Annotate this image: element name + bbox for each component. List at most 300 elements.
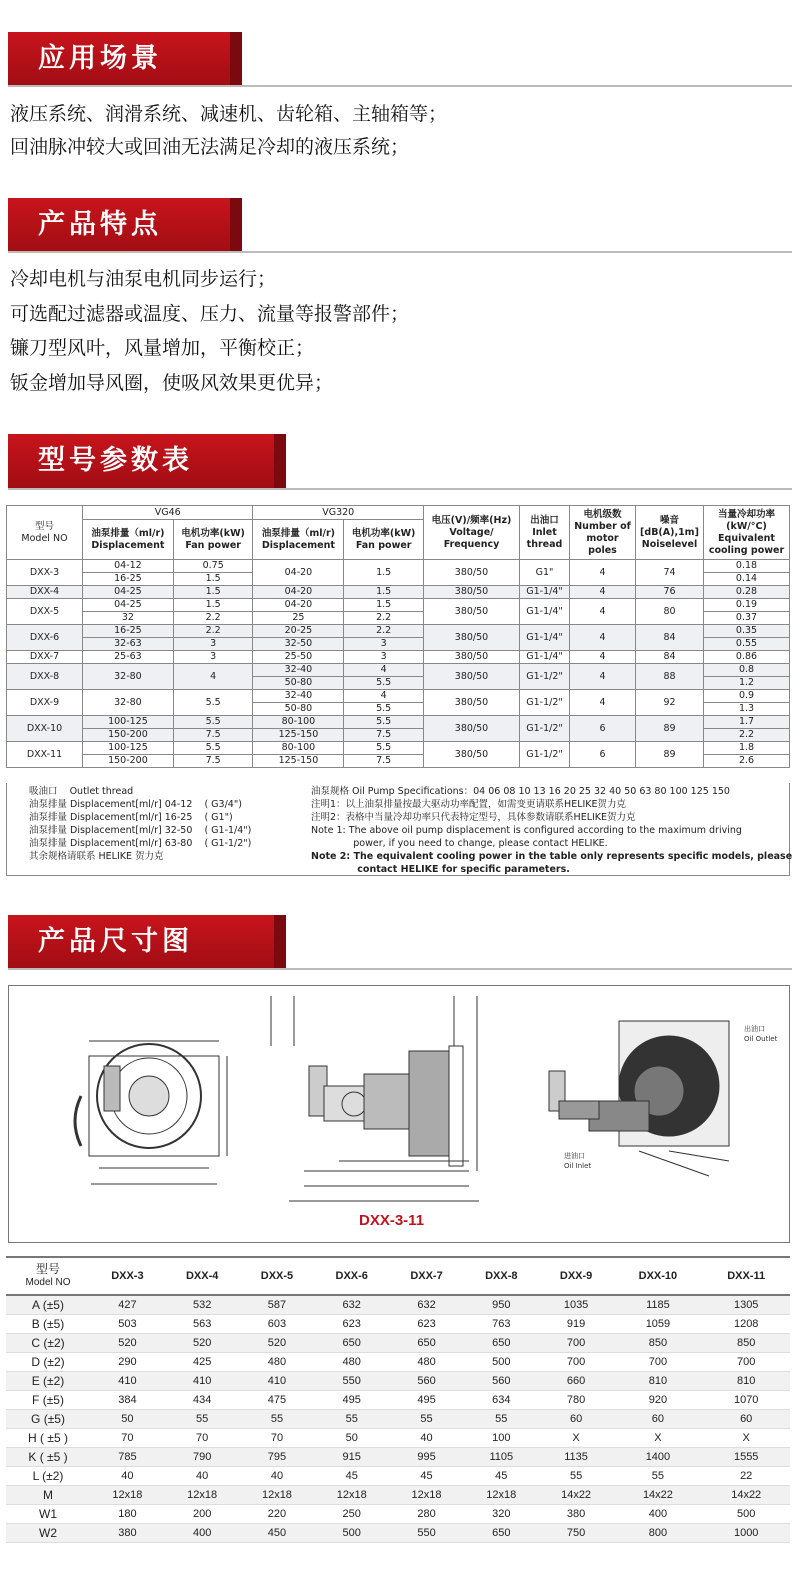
dimension-label: D (±2) [6, 1352, 90, 1371]
displacement-cell: 25 [253, 612, 344, 625]
noise-cell: 84 [636, 651, 704, 664]
dimension-value: 623 [389, 1314, 464, 1333]
spec-row [7, 690, 790, 703]
dimension-value: X [539, 1428, 614, 1447]
cooling-cell: 0.18 [704, 560, 790, 573]
dimension-row [6, 1371, 790, 1390]
note-line: 油泵排量 Displacement[ml/r] 32-50 ( G1-1/4") [29, 825, 252, 836]
power-cell: 2.2 [344, 625, 424, 638]
dimension-value: 55 [464, 1409, 539, 1428]
dimension-value: 500 [702, 1504, 790, 1523]
dimension-value: X [613, 1428, 702, 1447]
noise-cell: 76 [636, 586, 704, 599]
voltage-cell: 380/50 [424, 625, 520, 651]
divider [8, 488, 792, 490]
dimension-value: 700 [539, 1333, 614, 1352]
dimension-value: 1000 [702, 1523, 790, 1542]
power-cell: 3 [173, 638, 253, 651]
power-cell: 4 [173, 664, 253, 690]
dimension-label: H ( ±5 ) [6, 1428, 90, 1447]
dimension-row [6, 1523, 790, 1542]
poles-cell: 4 [570, 586, 636, 599]
poles-cell: 4 [570, 599, 636, 625]
note-line: 注明1：以上油泵排量按最大驱动功率配置，如需变更请联系HELIKE贺力克 [311, 799, 627, 810]
power-cell: 2.2 [344, 612, 424, 625]
dimension-value: 55 [240, 1409, 315, 1428]
displacement-cell: 32-40 [253, 664, 344, 677]
svg-text:进油口: 进油口 [564, 1152, 585, 1160]
model-cell: DXX-11 [7, 742, 83, 768]
model-header: DXX-10 [613, 1257, 702, 1295]
cooling-cell: 0.19 [704, 599, 790, 612]
feature-line: 可选配过滤器或温度、压力、流量等报警部件； [10, 302, 410, 325]
model-header: DXX-5 [240, 1257, 315, 1295]
dimension-value: 380 [90, 1523, 165, 1542]
power-cell: 5.5 [173, 690, 253, 716]
divider [8, 85, 792, 87]
model-header: DXX-11 [702, 1257, 790, 1295]
dimension-value: 384 [90, 1390, 165, 1409]
note-line: 其余规格请联系 HELIKE 贺力克 [29, 851, 164, 862]
dimension-value: 380 [539, 1504, 614, 1523]
note-line: power, if you need to change, please contact HELIKE. [311, 838, 608, 849]
spec-notes [6, 783, 793, 876]
power-cell: 1.5 [173, 599, 253, 612]
col-power: 电机功率(kW) Fan power [173, 520, 253, 560]
note-line: 注明2：表格中当量冷却功率只代表特定型号，具体参数请联系HELIKE贺力克 [311, 812, 636, 823]
spec-row [7, 742, 790, 755]
dimension-value: 790 [165, 1447, 240, 1466]
power-cell: 1.5 [344, 560, 424, 586]
col-model: 型号 Model NO [6, 1257, 90, 1295]
dimension-value: 12x18 [240, 1485, 315, 1504]
dimension-value: 750 [539, 1523, 614, 1542]
cooling-cell: 1.3 [704, 703, 790, 716]
dimension-value: 1185 [613, 1295, 702, 1314]
dimension-value: 560 [389, 1371, 464, 1390]
noise-cell: 89 [636, 742, 704, 768]
inlet-cell: G1-1/4" [520, 651, 570, 664]
dimension-label: B (±5) [6, 1314, 90, 1333]
displacement-cell: 32-40 [253, 690, 344, 703]
voltage-cell: 380/50 [424, 664, 520, 690]
voltage-cell: 380/50 [424, 560, 520, 586]
power-cell: 3 [344, 651, 424, 664]
dimension-value: 800 [613, 1523, 702, 1542]
power-cell: 5.5 [173, 742, 253, 755]
model-cell: DXX-5 [7, 599, 83, 625]
dimension-value: 400 [165, 1523, 240, 1542]
dimension-value: 410 [240, 1371, 315, 1390]
inlet-cell: G1-1/2" [520, 742, 570, 768]
displacement-cell: 32-80 [83, 664, 174, 690]
displacement-cell: 04-20 [253, 560, 344, 586]
dimension-value: 650 [464, 1333, 539, 1352]
svg-text:出油口: 出油口 [744, 1025, 765, 1033]
dimension-value: 1208 [702, 1314, 790, 1333]
note-line: Note 1: The above oil pump displacement is configured according to the maximum driving [311, 825, 742, 836]
col-noise: 噪音 [dB(A),1m] Noiselevel [636, 506, 704, 560]
displacement-cell: 04-20 [253, 586, 344, 599]
poles-cell: 4 [570, 690, 636, 716]
dimension-value: 70 [90, 1428, 165, 1447]
spec-row [7, 716, 790, 729]
power-cell: 2.2 [173, 612, 253, 625]
section-title-features: 产品特点 [8, 198, 230, 252]
model-cell: DXX-7 [7, 651, 83, 664]
dimension-label: A (±5) [6, 1295, 90, 1314]
dimension-value: 632 [389, 1295, 464, 1314]
dimension-value: 14x22 [613, 1485, 702, 1504]
voltage-cell: 380/50 [424, 586, 520, 599]
model-header: DXX-9 [539, 1257, 614, 1295]
dimension-label: M [6, 1485, 90, 1504]
dimension-value: 920 [613, 1390, 702, 1409]
dimension-row [6, 1409, 790, 1428]
dimension-label: L (±2) [6, 1466, 90, 1485]
model-header: DXX-7 [389, 1257, 464, 1295]
dimension-value: 650 [464, 1523, 539, 1542]
dimension-value: 700 [702, 1352, 790, 1371]
dimension-row [6, 1352, 790, 1371]
voltage-cell: 380/50 [424, 690, 520, 716]
model-header: DXX-3 [90, 1257, 165, 1295]
dimension-value: 660 [539, 1371, 614, 1390]
dimension-value: 450 [240, 1523, 315, 1542]
displacement-cell: 04-12 [83, 560, 174, 573]
spec-row [7, 586, 790, 599]
dimension-value: 495 [314, 1390, 389, 1409]
dimension-value: 560 [464, 1371, 539, 1390]
spec-row [7, 599, 790, 612]
dimension-value: 434 [165, 1390, 240, 1409]
power-cell: 7.5 [173, 755, 253, 768]
spec-row [7, 664, 790, 677]
svg-text:Oil Inlet: Oil Inlet [564, 1162, 592, 1170]
power-cell: 2.2 [173, 625, 253, 638]
section-title-spec: 型号参数表 [8, 434, 274, 488]
col-model: 型号 Model NO [7, 506, 83, 560]
dimension-value: 919 [539, 1314, 614, 1333]
dimension-value: X [702, 1428, 790, 1447]
model-header: DXX-8 [464, 1257, 539, 1295]
dimension-value: 480 [314, 1352, 389, 1371]
dimension-row [6, 1390, 790, 1409]
dimension-value: 520 [240, 1333, 315, 1352]
cooling-cell: 1.2 [704, 677, 790, 690]
dimension-value: 100 [464, 1428, 539, 1447]
technical-drawing [9, 986, 789, 1242]
section-title-application: 应用场景 [8, 32, 230, 86]
model-cell: DXX-10 [7, 716, 83, 742]
power-cell: 3 [344, 638, 424, 651]
dimension-value: 475 [240, 1390, 315, 1409]
dimension-value: 280 [389, 1504, 464, 1523]
col-displacement: 油泵排量（ml/r) Displacement [253, 520, 344, 560]
noise-cell: 92 [636, 690, 704, 716]
dimension-value: 70 [240, 1428, 315, 1447]
displacement-cell: 125-150 [253, 729, 344, 742]
col-inlet: 出油口 Inlet thread [520, 506, 570, 560]
displacement-cell: 16-25 [83, 573, 174, 586]
spec-table [6, 505, 790, 768]
dimension-value: 634 [464, 1390, 539, 1409]
feature-line: 钣金增加导风圈，使吸风效果更优异； [10, 371, 334, 394]
col-vg46: VG46 [83, 506, 253, 520]
dimension-value: 1400 [613, 1447, 702, 1466]
cooling-cell: 2.6 [704, 755, 790, 768]
noise-cell: 80 [636, 599, 704, 625]
displacement-cell: 32-63 [83, 638, 174, 651]
noise-cell: 89 [636, 716, 704, 742]
displacement-cell: 125-150 [253, 755, 344, 768]
model-cell: DXX-4 [7, 586, 83, 599]
note-line: 吸油口 Outlet thread [29, 786, 134, 797]
poles-cell: 4 [570, 664, 636, 690]
application-line: 回油脉冲较大或回油无法满足冷却的液压系统； [10, 136, 410, 158]
dimension-value: 12x18 [165, 1485, 240, 1504]
voltage-cell: 380/50 [424, 716, 520, 742]
dimension-value: 1555 [702, 1447, 790, 1466]
dimension-label: F (±5) [6, 1390, 90, 1409]
dimension-value: 400 [613, 1504, 702, 1523]
dimension-label: W2 [6, 1523, 90, 1542]
poles-cell: 4 [570, 651, 636, 664]
displacement-cell: 100-125 [83, 742, 174, 755]
power-cell: 7.5 [344, 729, 424, 742]
dimension-value: 1070 [702, 1390, 790, 1409]
displacement-cell: 32-80 [83, 690, 174, 716]
col-cooling: 当量冷却功率 (kW/°C) Equivalent cooling power [704, 506, 790, 560]
displacement-cell: 150-200 [83, 755, 174, 768]
svg-text:Oil Outlet: Oil Outlet [744, 1035, 778, 1043]
dimension-value: 780 [539, 1390, 614, 1409]
cooling-cell: 0.28 [704, 586, 790, 599]
dimension-value: 55 [389, 1409, 464, 1428]
dimension-value: 45 [314, 1466, 389, 1485]
features-text [10, 262, 409, 400]
power-cell: 5.5 [344, 703, 424, 716]
dimension-value: 12x18 [90, 1485, 165, 1504]
displacement-cell: 04-20 [253, 599, 344, 612]
power-cell: 5.5 [344, 716, 424, 729]
dimension-value: 480 [240, 1352, 315, 1371]
inlet-cell: G1-1/2" [520, 716, 570, 742]
dimension-value: 1135 [539, 1447, 614, 1466]
dimension-value: 795 [240, 1447, 315, 1466]
dimension-value: 200 [165, 1504, 240, 1523]
dimension-value: 70 [165, 1428, 240, 1447]
power-cell: 5.5 [173, 716, 253, 729]
col-power: 电机功率(kW) Fan power [344, 520, 424, 560]
cooling-cell: 0.14 [704, 573, 790, 586]
power-cell: 7.5 [173, 729, 253, 742]
dimension-value: 700 [613, 1352, 702, 1371]
power-cell: 4 [344, 690, 424, 703]
displacement-cell: 04-25 [83, 599, 174, 612]
displacement-cell: 32-50 [253, 638, 344, 651]
feature-line: 镰刀型风叶，风量增加，平衡校正； [10, 337, 315, 359]
spec-row [7, 625, 790, 638]
dimension-value: 22 [702, 1466, 790, 1485]
power-cell: 1.5 [344, 599, 424, 612]
poles-cell: 6 [570, 742, 636, 768]
application-text [10, 98, 447, 164]
dimension-value: 700 [539, 1352, 614, 1371]
power-cell: 5.5 [344, 677, 424, 690]
inlet-cell: G1-1/4" [520, 599, 570, 625]
dimension-value: 55 [539, 1466, 614, 1485]
dimension-value: 45 [389, 1466, 464, 1485]
dimension-value: 320 [464, 1504, 539, 1523]
power-cell: 7.5 [344, 755, 424, 768]
dimension-row [6, 1333, 790, 1352]
dimension-value: 915 [314, 1447, 389, 1466]
dimension-row [6, 1504, 790, 1523]
displacement-cell: 04-25 [83, 586, 174, 599]
dimension-value: 650 [389, 1333, 464, 1352]
inlet-cell: G1-1/4" [520, 586, 570, 599]
dimension-value: 410 [165, 1371, 240, 1390]
section-title-dimensions: 产品尺寸图 [8, 915, 274, 969]
displacement-cell: 20-25 [253, 625, 344, 638]
noise-cell: 84 [636, 625, 704, 651]
dimension-row [6, 1485, 790, 1504]
dimension-value: 180 [90, 1504, 165, 1523]
power-cell: 1.5 [173, 586, 253, 599]
dimension-value: 45 [464, 1466, 539, 1485]
divider [8, 968, 792, 970]
dimension-row [6, 1447, 790, 1466]
dimension-table [6, 1256, 790, 1543]
displacement-cell: 25-63 [83, 651, 174, 664]
cooling-cell: 0.35 [704, 625, 790, 638]
dimension-value: 810 [613, 1371, 702, 1390]
dimension-value: 763 [464, 1314, 539, 1333]
inlet-cell: G1-1/2" [520, 690, 570, 716]
dimension-row [6, 1314, 790, 1333]
model-cell: DXX-9 [7, 690, 83, 716]
dimension-value: 290 [90, 1352, 165, 1371]
dimension-value: 500 [314, 1523, 389, 1542]
col-vg320: VG320 [253, 506, 424, 520]
dimension-drawing [8, 985, 790, 1243]
dimension-value: 650 [314, 1333, 389, 1352]
dimension-label: G (±5) [6, 1409, 90, 1428]
power-cell: 0.75 [173, 560, 253, 573]
displacement-cell: 25-50 [253, 651, 344, 664]
dimension-value: 532 [165, 1295, 240, 1314]
dimension-row [6, 1295, 790, 1314]
displacement-cell: 16-25 [83, 625, 174, 638]
model-header: DXX-6 [314, 1257, 389, 1295]
dimension-value: 550 [314, 1371, 389, 1390]
model-cell: DXX-8 [7, 664, 83, 690]
dimension-value: 1305 [702, 1295, 790, 1314]
dimension-value: 850 [702, 1333, 790, 1352]
cooling-cell: 1.7 [704, 716, 790, 729]
dimension-value: 603 [240, 1314, 315, 1333]
col-displacement: 油泵排量（ml/r) Displacement [83, 520, 174, 560]
dimension-value: 60 [539, 1409, 614, 1428]
dimension-value: 14x22 [702, 1485, 790, 1504]
dimension-value: 1105 [464, 1447, 539, 1466]
poles-cell: 4 [570, 560, 636, 586]
voltage-cell: 380/50 [424, 742, 520, 768]
displacement-cell: 100-125 [83, 716, 174, 729]
dimension-value: 14x22 [539, 1485, 614, 1504]
dimension-value: 12x18 [389, 1485, 464, 1504]
dimension-value: 40 [90, 1466, 165, 1485]
cooling-cell: 1.8 [704, 742, 790, 755]
dimension-value: 520 [90, 1333, 165, 1352]
model-header: DXX-4 [165, 1257, 240, 1295]
dimension-value: 563 [165, 1314, 240, 1333]
dimension-value: 40 [165, 1466, 240, 1485]
displacement-cell: 50-80 [253, 703, 344, 716]
dimension-value: 785 [90, 1447, 165, 1466]
displacement-cell: 50-80 [253, 677, 344, 690]
poles-cell: 6 [570, 716, 636, 742]
dimension-value: 12x18 [464, 1485, 539, 1504]
power-cell: 5.5 [344, 742, 424, 755]
dimension-label: K ( ±5 ) [6, 1447, 90, 1466]
note-line: Note 2: The equivalent cooling power in the table only represents specific models, please [311, 851, 793, 862]
dimension-label: C (±2) [6, 1333, 90, 1352]
dimension-value: 550 [389, 1523, 464, 1542]
note-line: contact HELIKE for specific parameters. [311, 864, 570, 875]
note-line: 油泵排量 Displacement[ml/r] 04-12 ( G3/4") [29, 799, 242, 810]
dimension-value: 60 [613, 1409, 702, 1428]
displacement-cell: 80-100 [253, 742, 344, 755]
spec-row [7, 651, 790, 664]
dimension-value: 410 [90, 1371, 165, 1390]
poles-cell: 4 [570, 625, 636, 651]
dimension-value: 495 [389, 1390, 464, 1409]
drawing-caption: DXX-3-11 [359, 1212, 425, 1229]
noise-cell: 88 [636, 664, 704, 690]
cooling-cell: 0.86 [704, 651, 790, 664]
application-line: 液压系统、润滑系统、减速机、齿轮箱、主轴箱等； [10, 103, 448, 125]
dimension-value: 40 [240, 1466, 315, 1485]
cooling-cell: 0.37 [704, 612, 790, 625]
model-cell: DXX-6 [7, 625, 83, 651]
dimension-value: 60 [702, 1409, 790, 1428]
dimension-value: 55 [165, 1409, 240, 1428]
divider [8, 251, 792, 253]
power-cell: 4 [344, 664, 424, 677]
dimension-value: 55 [613, 1466, 702, 1485]
dimension-value: 427 [90, 1295, 165, 1314]
dimension-value: 500 [464, 1352, 539, 1371]
dimension-row [6, 1428, 790, 1447]
dimension-value: 220 [240, 1504, 315, 1523]
displacement-cell: 32 [83, 612, 174, 625]
voltage-cell: 380/50 [424, 599, 520, 625]
inlet-cell: G1-1/4" [520, 625, 570, 651]
dimension-value: 632 [314, 1295, 389, 1314]
col-voltage: 电压(V)/频率(Hz) Voltage/ Frequency [424, 506, 520, 560]
dimension-value: 250 [314, 1504, 389, 1523]
dimension-value: 850 [613, 1333, 702, 1352]
model-cell: DXX-3 [7, 560, 83, 586]
cooling-cell: 0.9 [704, 690, 790, 703]
inlet-cell: G1-1/2" [520, 664, 570, 690]
note-line: 油泵规格 Oil Pump Specifications：04 06 08 10 13 16 20 25 32 40 50 63 80 100 125 150 [311, 786, 730, 797]
note-line: 油泵排量 Displacement[ml/r] 63-80 ( G1-1/2") [29, 838, 252, 849]
noise-cell: 74 [636, 560, 704, 586]
cooling-cell: 2.2 [704, 729, 790, 742]
